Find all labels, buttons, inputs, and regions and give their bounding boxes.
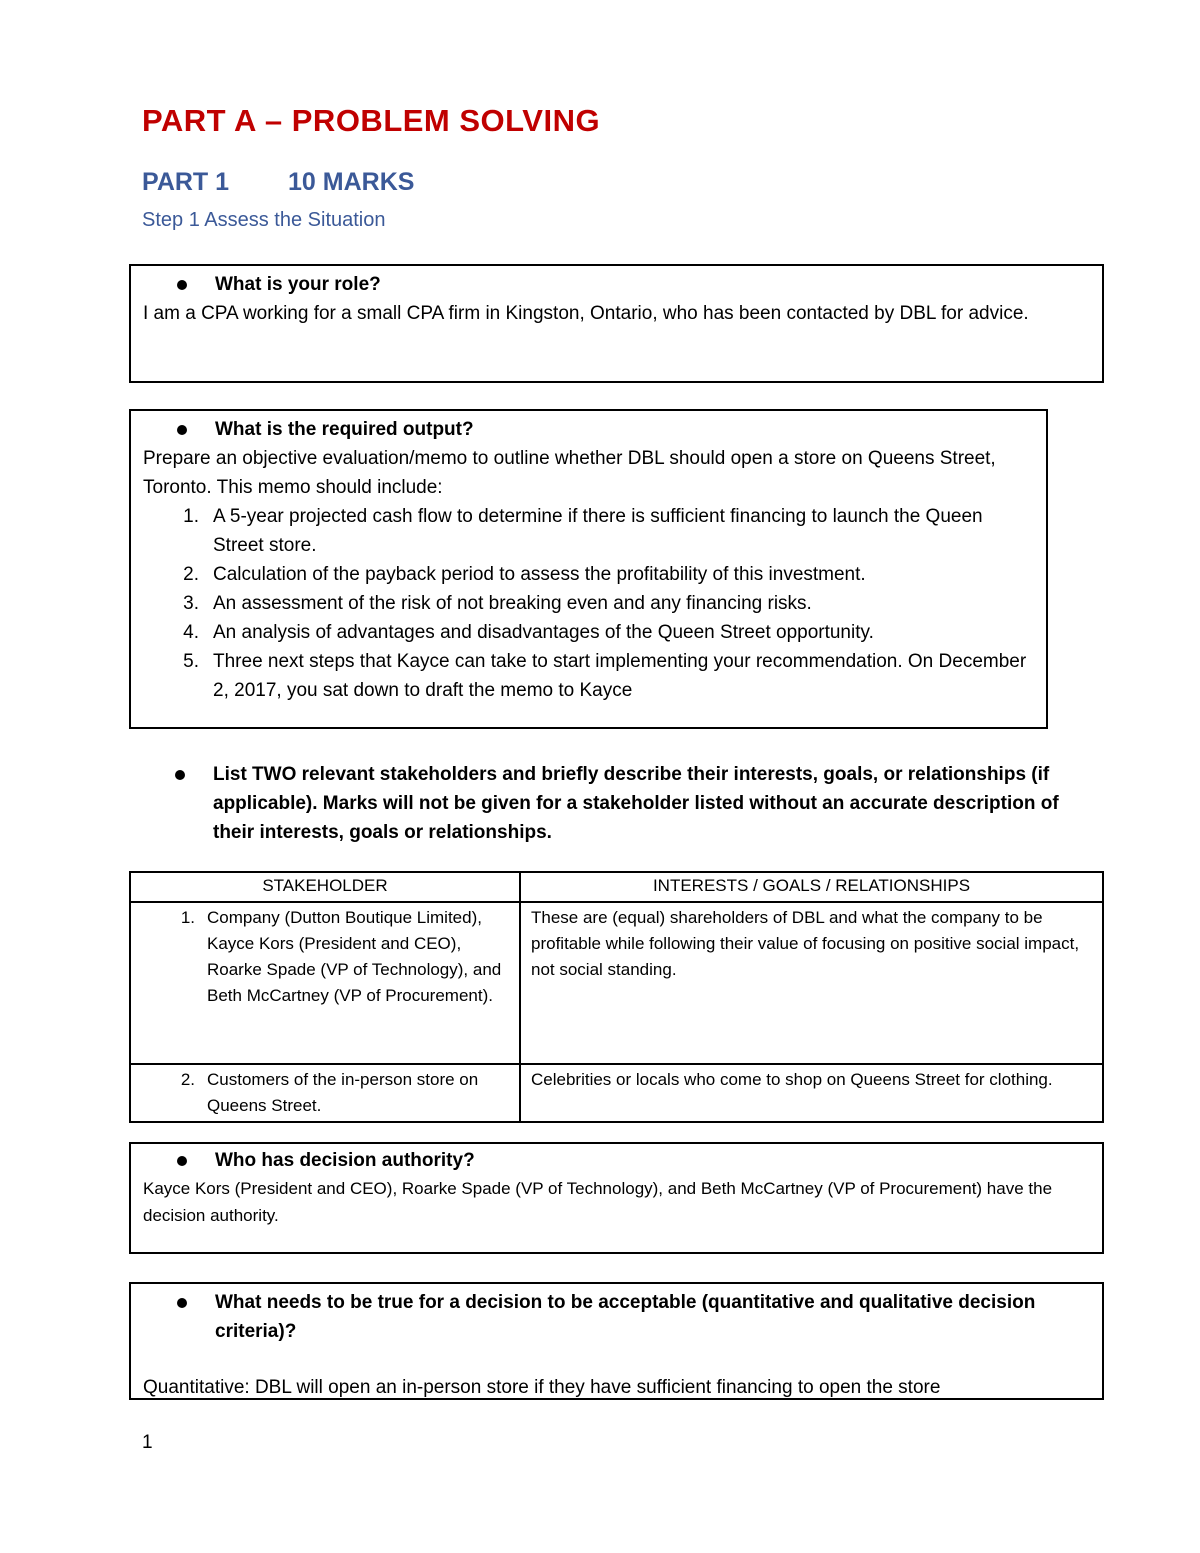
list-item: 2. Calculation of the payback period to assess the profitability of this investment. xyxy=(183,564,866,585)
list-item: 5. Three next steps that Kayce can take to start implementing your recommendation. On December 2, 2017, you sat down to draft the memo to Kayce xyxy=(183,651,1027,701)
role-question: What is your role? xyxy=(215,274,381,295)
stakeholder-cell: Company (Dutton Boutique Limited), Kayce Kors (President and CEO), Roarke Spade (VP of Technology), and Beth McCartney (VP of Procurement). xyxy=(207,908,502,1005)
column-header-interests: INTERESTS / GOALS / RELATIONSHIPS xyxy=(520,872,1103,902)
interest-cell: These are (equal) shareholders of DBL and what the company to be profitable while following their value of focusing on positive social impact, not social standing. xyxy=(520,902,1103,1064)
criteria-answer: Quantitative: DBL will open an in-person store if they have sufficient financing to open the store xyxy=(143,1377,941,1398)
table-header-row xyxy=(130,872,1103,902)
criteria-question-row xyxy=(143,1288,1090,1346)
page-title: PART A – PROBLEM SOLVING xyxy=(142,103,601,138)
role-box xyxy=(129,264,1104,383)
authority-question: Who has decision authority? xyxy=(215,1150,475,1171)
table-row xyxy=(130,1064,1103,1122)
bullet-icon xyxy=(177,1298,187,1308)
stakeholder-cell: Customers of the in-person store on Queens Street. xyxy=(207,1070,479,1115)
role-question-row xyxy=(143,270,1090,299)
interest-cell: Celebrities or locals who come to shop on Queens Street for clothing. xyxy=(520,1064,1103,1122)
stakeholder-prompt-text: List TWO relevant stakeholders and briefly describe their interests, goals, or relationships (if applicable). Marks will not be given for a stakeholder listed without an accurate description of their interests, goals or relationships. xyxy=(213,764,1059,843)
part-heading xyxy=(142,168,414,197)
stakeholder-prompt xyxy=(141,760,1061,847)
list-item: 4. An analysis of advantages and disadvantages of the Queen Street opportunity. xyxy=(183,622,874,643)
authority-box xyxy=(129,1142,1104,1254)
step-heading: Step 1 Assess the Situation xyxy=(142,209,386,231)
bullet-icon xyxy=(175,770,185,780)
criteria-question: What needs to be true for a decision to be acceptable (quantitative and qualitative decision criteria)? xyxy=(215,1292,1036,1342)
row-number: 2. xyxy=(180,1070,195,1089)
page-number: 1 xyxy=(142,1432,153,1453)
stakeholder-table xyxy=(129,871,1104,1123)
part-marks: 10 MARKS xyxy=(288,168,415,196)
output-list xyxy=(143,502,1034,705)
part-label: PART 1 xyxy=(142,168,230,196)
row-number: 1. xyxy=(180,908,195,927)
output-question: What is the required output? xyxy=(215,419,474,440)
list-item: 1. A 5-year projected cash flow to determine if there is sufficient financing to launch the Queen Street store. xyxy=(183,506,983,556)
output-question-row xyxy=(143,415,1034,444)
bullet-icon xyxy=(177,425,187,435)
output-intro: Prepare an objective evaluation/memo to outline whether DBL should open a store on Queens Street, Toronto. This memo should include: xyxy=(143,448,996,498)
table-row xyxy=(130,902,1103,1064)
authority-answer: Kayce Kors (President and CEO), Roarke Spade (VP of Technology), and Beth McCartney (VP of Procurement) have the decision authority. xyxy=(143,1179,1053,1225)
list-item: 3. An assessment of the risk of not breaking even and any financing risks. xyxy=(183,593,812,614)
bullet-icon xyxy=(177,1156,187,1166)
authority-question-row xyxy=(143,1146,1090,1175)
column-header-stakeholder: STAKEHOLDER xyxy=(130,872,520,902)
output-box xyxy=(129,409,1048,729)
bullet-icon xyxy=(177,280,187,290)
role-answer: I am a CPA working for a small CPA firm in Kingston, Ontario, who has been contacted by DBL for advice. xyxy=(143,303,1029,324)
criteria-box xyxy=(129,1282,1104,1400)
